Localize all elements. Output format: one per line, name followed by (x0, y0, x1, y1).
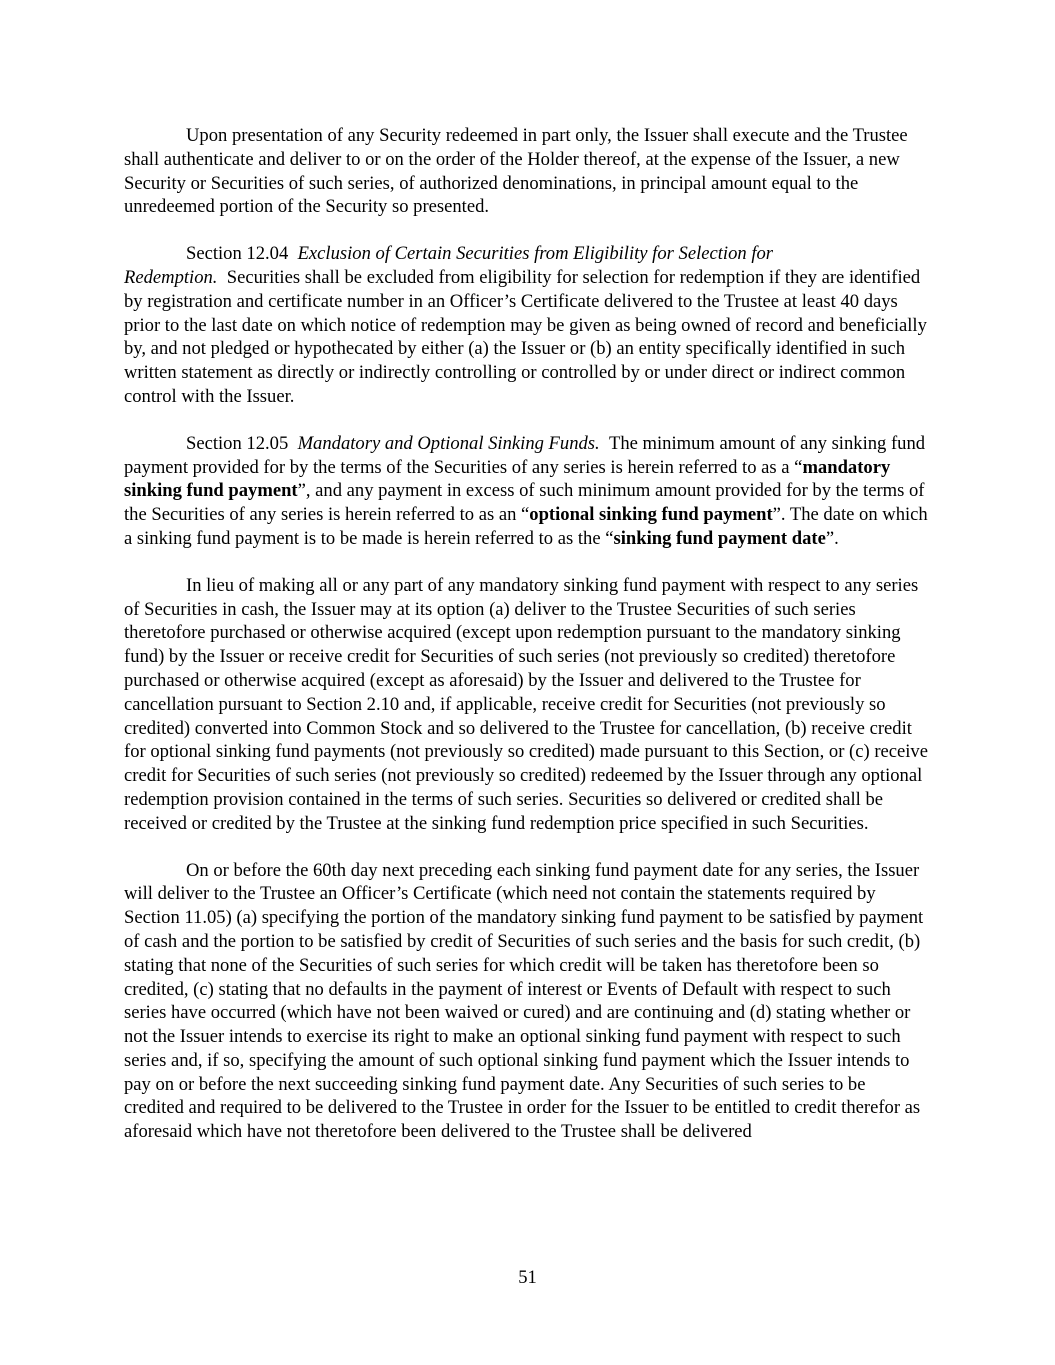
page-number: 51 (518, 1267, 537, 1288)
document-page (124, 124, 928, 1167)
paragraph-officers-certificate: On or before the 60th day next preceding each sinking fund payment date for any series, the Issuer will deliver to the Trustee an Officer’s Certificate (which need not contain the statements required by Section 11.05) (a) specifying the portion of the mandatory sinking fund payment to be satisfied by payment of cash and the portion to be satisfied by credit of Securities of such series and the basis for such credit, (b) stating that none of the Securities of such series for which credit will be taken has theretofore been so credited, (c) stating that no defaults in the payment of interest or Events of Default with respect to such series have occurred (which have not been waived or cured) and are continuing and (d) stating whether or not the Issuer intends to exercise its right to make an optional sinking fund payment with respect to such series and, if so, specifying the amount of such optional sinking fund payment which the Issuer intends to pay on or before the next succeeding sinking fund payment date. Any Securities of such series to be credited and required to be delivered to the Trustee in order for the Issuer to be entitled to credit therefor as aforesaid which have not theretofore been delivered to the Trustee shall be delivered (124, 859, 924, 1143)
paragraph-section-12-05 (124, 432, 928, 551)
paragraph-in-lieu: In lieu of making all or any part of any mandatory sinking fund payment with respect to any series of Securities in cash, the Issuer may at its option (a) deliver to the Trustee Securities of such series theretofore purchased or otherwise acquired (except upon redemption pursuant to the mandatory sinking fund) by the Issuer or receive credit for Securities of such series (not previously so credited) theretofore purchased or otherwise acquired (except as aforesaid) by the Issuer and delivered to the Trustee for cancellation pursuant to Section 2.10 and, if applicable, receive credit for Securities (not previously so credited) converted into Common Stock and so delivered to the Trustee for cancellation, (b) receive credit for optional sinking fund payments (not previously so credited) made pursuant to this Section, or (c) receive credit for Securities of such series (not previously so credited) redeemed by the Issuer through any optional redemption provision contained in the terms of such series. Securities so delivered or credited shall be received or credited by the Trustee at the sinking fund redemption price specified in such Securities. (124, 574, 928, 834)
section-body-b: ”, and any payment in excess of such minimum amount provided for by the terms of the Securities of any series is herein referred to as an “ (124, 480, 925, 526)
section-body-a: The minimum amount of any sinking fund payment provided for by the terms of the Securities of any series is herein referred to as a “ (124, 432, 926, 478)
paragraph-partial-redemption: Upon presentation of any Security redeemed in part only, the Issuer shall execute and the Trustee shall authenticate and deliver to or on the order of the Holder thereof, at the expense of the Issuer, a new Security or Securities of such series, of authorized denominations, in principal amount equal to the unredeemed portion of the Security so presented. (124, 125, 908, 218)
section-body: Securities shall be excluded from eligibility for selection for redemption if they are identified by registration and certificate number in an Officer’s Certificate delivered to the Trustee at least 40 days prior to the last date on which notice of redemption may be given as being owned of record and beneficially by, and not pledged or hypothecated by either (a) the Issuer or (b) an entity specifically identified in such written statement as directly or indirectly controlling or controlled by or under direct or indirect common control with the Issuer. (124, 266, 927, 407)
paragraph-section-12-04 (124, 242, 928, 409)
section-body-d: ”. (825, 527, 839, 549)
section-title: Exclusion of Certain Securities from Eligibility for Selection for Redemption. (124, 243, 774, 288)
defined-term-payment-date: sinking fund payment date (613, 527, 826, 549)
defined-term-optional: optional sinking fund payment (529, 504, 773, 526)
section-body-c: ”. The date on which a sinking fund payment is to be made is herein referred to as the “ (124, 504, 928, 549)
defined-term-mandatory: mandatory sinking fund payment (124, 456, 891, 502)
section-number: Section 12.05 (186, 432, 289, 454)
section-number: Section 12.04 (186, 243, 289, 265)
section-title: Mandatory and Optional Sinking Funds. (297, 432, 600, 454)
